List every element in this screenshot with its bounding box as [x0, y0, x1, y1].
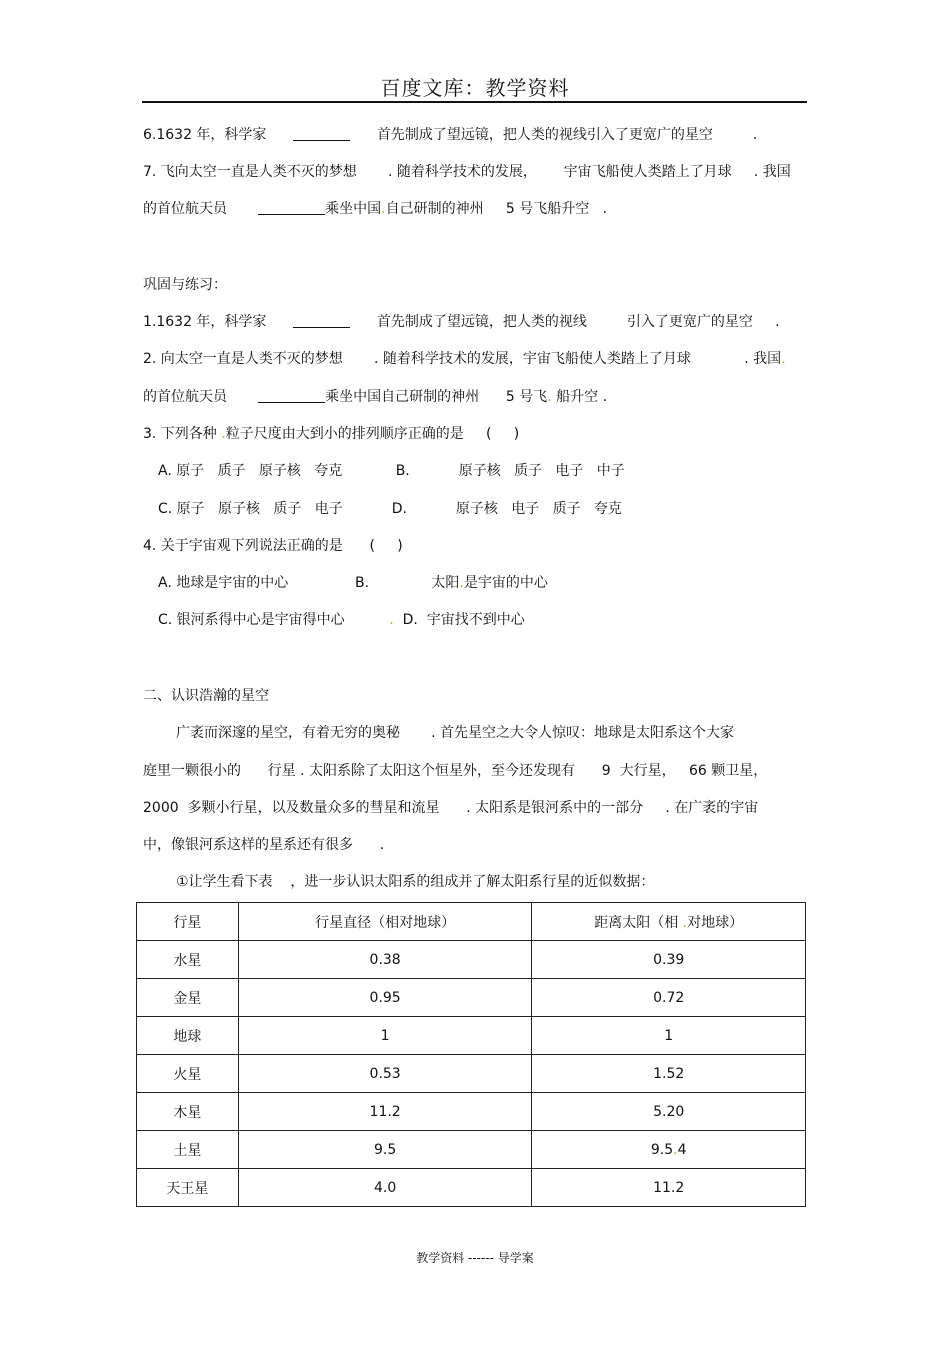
p-q3-stem: 3. 下列各种 — [143, 426, 217, 442]
p-q2-text-a: 2. 向太空一直是人类不灭的梦想 — [143, 351, 343, 367]
s2-p3-a: 2000 多颗小行星，以及数量众多的彗星和流星 — [143, 800, 440, 816]
p-q3-answer-paren: ( ) — [485, 426, 520, 442]
p-q3-stem-b: 粒子尺度由大到小的排列顺序正确的是 — [225, 426, 464, 442]
table-row — [137, 1131, 806, 1169]
header-divider — [142, 101, 807, 103]
planet-diameter: 0.95 — [238, 979, 532, 1017]
planet-name: 天王星 — [137, 1169, 239, 1207]
planet-distance: 11.2 — [532, 1169, 806, 1207]
p-q3-option-b: 原子核 质子 电子 中子 — [458, 463, 625, 479]
planet-distance: 9.5.4 — [532, 1131, 806, 1169]
planet-name: 水星 — [137, 941, 239, 979]
practice-question-4 — [143, 537, 403, 555]
planet-name: 火星 — [137, 1055, 239, 1093]
table-row — [137, 1017, 806, 1055]
table-row — [137, 1055, 806, 1093]
s2-p1-b: . 首先星空之大令人惊叹：地球是太阳系这个大家 — [431, 725, 735, 741]
table-row — [137, 1169, 806, 1207]
s2-p3-b: . 太阳系是银河系中的一部分 — [466, 800, 644, 816]
section-2-paragraph-line-4 — [143, 836, 384, 854]
p-q1-text-d: . — [775, 314, 780, 330]
planet-data-table — [136, 902, 806, 1207]
header-distance: 距离太阳（相 .对地球） — [532, 903, 806, 941]
q7-text-b: . 随着科学技术的发展， — [387, 164, 537, 180]
header-planet: 行星 — [137, 903, 239, 941]
planet-distance: 0.72 — [532, 979, 806, 1017]
p-q2-text-d: 的首位航天员 — [143, 389, 227, 405]
p-q3-option-a: A. 原子 质子 原子核 夸克 — [158, 463, 343, 479]
s2-p3-c: . 在广袤的宇宙 — [665, 800, 759, 816]
header-diameter: 行星直径（相对地球） — [238, 903, 532, 941]
q7-blank — [258, 200, 325, 215]
p-q3-option-c: C. 原子 原子核 质子 电子 — [158, 501, 343, 517]
s2-p2-a: 庭里一颗很小的 — [143, 763, 241, 779]
table-row — [137, 979, 806, 1017]
q7-text-f: 乘坐中国 — [325, 201, 382, 217]
question-7-line-1 — [143, 163, 791, 181]
s2-p2-c: 9 大行星， — [601, 763, 676, 779]
practice-heading: 巩固与练习： — [143, 277, 227, 293]
q7-text-d: . 我国 — [753, 164, 791, 180]
practice-question-2-line-2: 的首位航天员 乘坐中国自己研制的神州 5 号飞. 船升空 . — [143, 389, 608, 405]
p-q1-text-a: 1.1632 年，科学家 — [143, 314, 267, 330]
planet-name: 土星 — [137, 1131, 239, 1169]
q6-blank — [293, 126, 350, 141]
p-q4-stem: 4. 关于宇宙观下列说法正确的是 — [143, 538, 343, 554]
p-q1-text-c: 引入了更宽广的星空 — [626, 314, 753, 330]
section-2-paragraph-line-3 — [143, 799, 758, 817]
p-q1-text-b: 首先制成了望远镜，把人类的视线 — [376, 314, 587, 330]
practice-question-1 — [143, 313, 780, 331]
planet-distance: 0.39 — [532, 941, 806, 979]
p-q3-option-d-label: D. — [391, 501, 407, 517]
s2-p4-a: 中，像银河系这样的星系还有很多 — [143, 837, 353, 853]
s2-p2-b: 行星 . 太阳系除了太阳这个恒星外，至今还发现有 — [267, 763, 576, 779]
question-6 — [143, 126, 757, 144]
p-q3-option-d: 原子核 电子 质子 夸克 — [455, 501, 622, 517]
page-title: 百度文库：教学资料 — [380, 76, 570, 100]
p-q4-option-c: C. 银河系得中心是宇宙得中心 — [158, 612, 345, 628]
p-q2-text-c: . 我国 — [744, 351, 782, 367]
planet-distance: 1 — [532, 1017, 806, 1055]
p-q2-text-f: 5 号飞 — [505, 389, 548, 405]
q6-text-b: 首先制成了望远镜，把人类的视线引入了更宽广的星空 — [376, 127, 713, 143]
table-intro-b: ，进一步认识太阳系的组成并了解太阳系行星的近似数据： — [290, 874, 655, 890]
planet-distance: 1.52 — [532, 1055, 806, 1093]
page-footer: 教学资料 ------ 导学案 — [416, 1251, 534, 1265]
planet-diameter: 0.38 — [238, 941, 532, 979]
q7-text-h: 5 号飞船升空 — [505, 201, 590, 217]
table-header-row — [137, 903, 806, 941]
table-intro-a: ①让学生看下表 — [176, 874, 273, 890]
p-q2-blank — [258, 388, 325, 403]
question-7-line-2: 的首位航天员 乘坐中国.自己研制的神州 5 号飞船升空 . — [143, 201, 608, 217]
q6-text-c: . — [752, 127, 758, 143]
p-q2-text-g: 船升空 . — [556, 389, 608, 405]
s2-p1-a: 广袤而深邃的星空，有着无穷的奥秘 — [176, 725, 400, 741]
q7-text-i: . — [602, 201, 608, 217]
planet-diameter: 1 — [238, 1017, 532, 1055]
p-q3-option-b-label: B. — [395, 463, 410, 479]
p-q4-option-b: 太阳 — [431, 575, 460, 591]
s2-p2-d: 66 颗卫星， — [688, 763, 768, 779]
p-q4-row-cd: C. 银河系得中心是宇宙得中心 . D. 宇宙找不到中心 — [158, 612, 525, 628]
planet-name: 木星 — [137, 1093, 239, 1131]
section-2-paragraph-line-1 — [176, 724, 734, 742]
p-q4-answer-paren: ( ) — [369, 538, 403, 554]
p-q2-text-b: . 随着科学技术的发展，宇宙飞船使人类踏上了月球 — [373, 351, 691, 367]
planet-distance: 5.20 — [532, 1093, 806, 1131]
q6-text-a: 6.1632 年，科学家 — [143, 127, 267, 143]
q7-text-e: 的首位航天员 — [143, 201, 227, 217]
table-row — [137, 941, 806, 979]
practice-question-3: 3. 下列各种 .粒子尺度由大到小的排列顺序正确的是 ( ) — [143, 426, 520, 442]
planet-name: 金星 — [137, 979, 239, 1017]
q7-text-a: 7. 飞向太空一直是人类不灭的梦想 — [143, 164, 357, 180]
planet-name: 地球 — [137, 1017, 239, 1055]
q7-text-g: 自己研制的神州 — [385, 201, 484, 217]
p-q4-option-a: A. 地球是宇宙的中心 — [158, 575, 289, 591]
table-row — [137, 1093, 806, 1131]
p-q4-option-b-label: B. — [355, 575, 370, 591]
p-q4-option-d-label: D. — [402, 612, 418, 628]
planet-diameter: 11.2 — [238, 1093, 532, 1131]
practice-question-2-line-1: 2. 向太空一直是人类不灭的梦想 . 随着科学技术的发展，宇宙飞船使人类踏上了月球 . 我国. — [143, 351, 786, 367]
section-2-paragraph-line-2 — [143, 762, 767, 780]
planet-diameter: 4.0 — [238, 1169, 532, 1207]
p-q4-row-ab: A. 地球是宇宙的中心 B. 太阳.是宇宙的中心 — [158, 575, 548, 591]
p-q3-row-ab — [158, 462, 625, 480]
p-q4-option-d: 宇宙找不到中心 — [426, 612, 525, 628]
q7-text-c: 宇宙飞船使人类踏上了月球 — [563, 164, 732, 180]
s2-p4-b: . — [379, 837, 385, 853]
table-intro — [176, 873, 654, 891]
p-q4-option-b2: 是宇宙的中心 — [463, 575, 548, 591]
planet-diameter: 9.5 — [238, 1131, 532, 1169]
section-2-heading: 二、认识浩瀚的星空 — [143, 688, 269, 704]
p-q1-blank — [293, 313, 350, 328]
planet-diameter: 0.53 — [238, 1055, 532, 1093]
p-q3-row-cd — [158, 500, 622, 518]
p-q2-text-e: 乘坐中国自己研制的神州 — [325, 389, 480, 405]
